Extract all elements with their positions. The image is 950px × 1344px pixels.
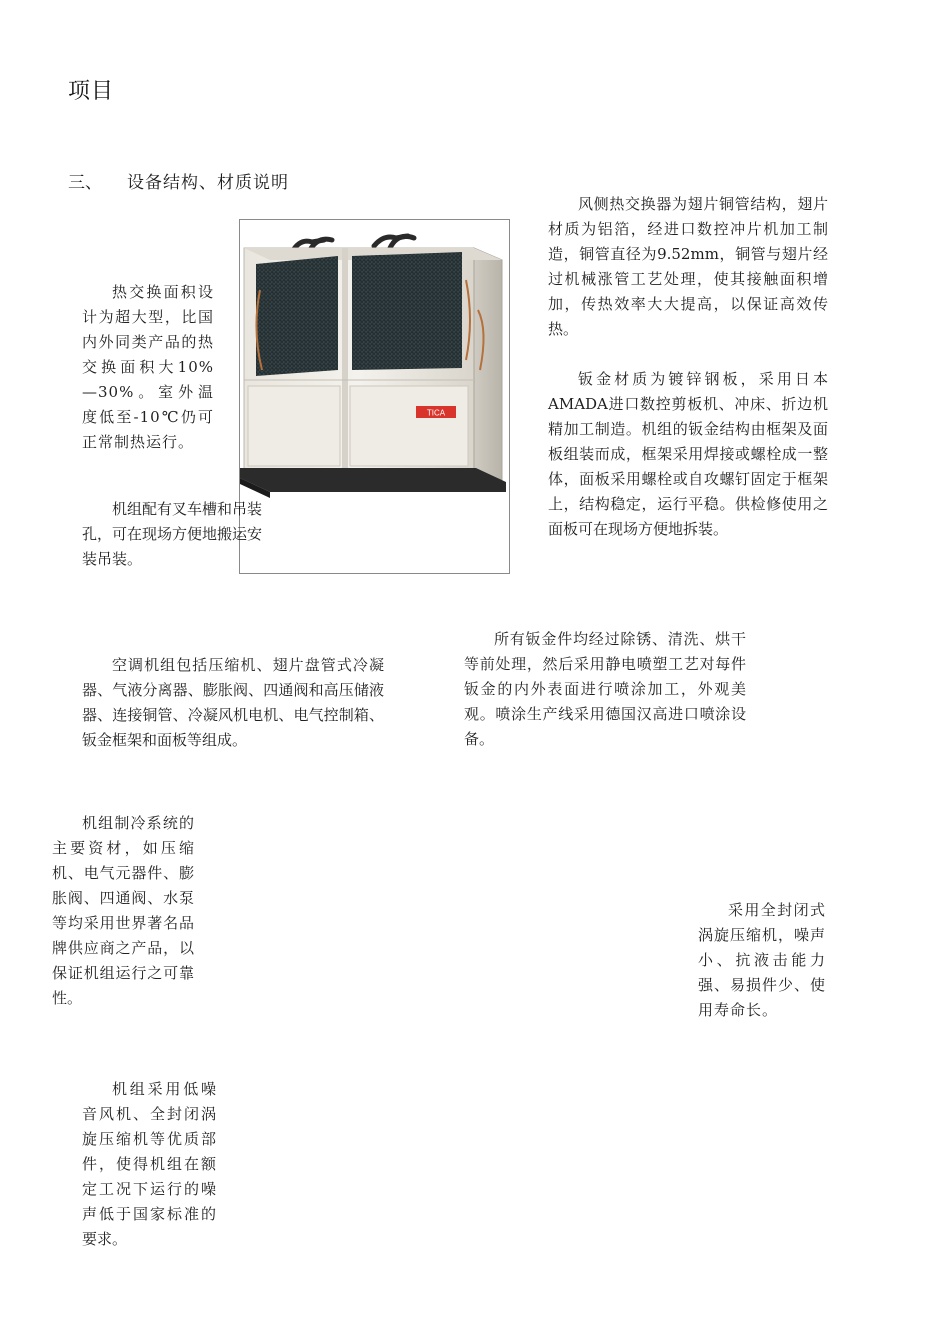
section-title: 设备结构、材质说明 — [127, 173, 289, 193]
paragraph-materials: 机组制冷系统的主要资材，如压缩机、电气元器件、膨胀阀、四通阀、水泵等均采用世界著名品牌供应商之产品，以保证机组运行之可靠性。 — [52, 814, 194, 1007]
section-number: 三、 — [68, 173, 102, 193]
paragraph-components: 空调机组包括压缩机、翅片盘管式冷凝器、气液分离器、膨胀阀、四通阀和高压储液器、连接铜管、冷凝风机电机、电气控制箱、钣金框架和面板等组成。 — [82, 656, 384, 749]
paragraph-heat-exchanger: 风侧热交换器为翅片铜管结构，翅片材质为铝箔，经进口数控冲片机加工制造，铜管直径为9.52mm，铜管与翅片经过机械涨管工艺处理，使其接触面积增加，传热效率大大提高，以保证高效传热。 — [548, 195, 828, 338]
page-title: 项目 — [68, 79, 115, 104]
brand-label: TICA — [426, 408, 446, 418]
heat-pump-unit-image — [240, 220, 509, 573]
paragraph-coating: 所有钣金件均经过除锈、清洗、烘干等前处理，然后采用静电喷塑工艺对每件钣金的内外表面进行喷涂加工，外观美观。喷涂生产线采用德国汉高进口喷涂设备。 — [464, 630, 746, 748]
paragraph-compressor: 采用全封闭式涡旋压缩机，噪声小、抗液击能力强、易损件少、使用寿命长。 — [698, 901, 827, 1019]
paragraph-sheet-metal: 钣金材质为镀锌钢板，采用日本AMADA进口数控剪板机、冲床、折边机精加工制造。机组的钣金结构由框架及面板组装而成，框架采用焊接或螺栓成一整体，面板采用螺栓或自攻螺钉固定于框架上，结构稳定，运行平稳。供检修使用之面板可在现场方便地拆装。 — [548, 370, 828, 538]
paragraph-forklift: 机组配有叉车槽和吊装孔，可在现场方便地搬运安装吊装。 — [82, 500, 263, 568]
paragraph-heat-area: 热交换面积设计为超大型，比国内外同类产品的热交换面积大10%—30%。室外温度低至-10℃仍可正常制热运行。 — [82, 283, 214, 451]
product-image-frame — [239, 219, 510, 574]
paragraph-noise: 机组采用低噪音风机、全封闭涡旋压缩机等优质部件，使得机组在额定工况下运行的噪声低于国家标准的要求。 — [82, 1080, 216, 1248]
